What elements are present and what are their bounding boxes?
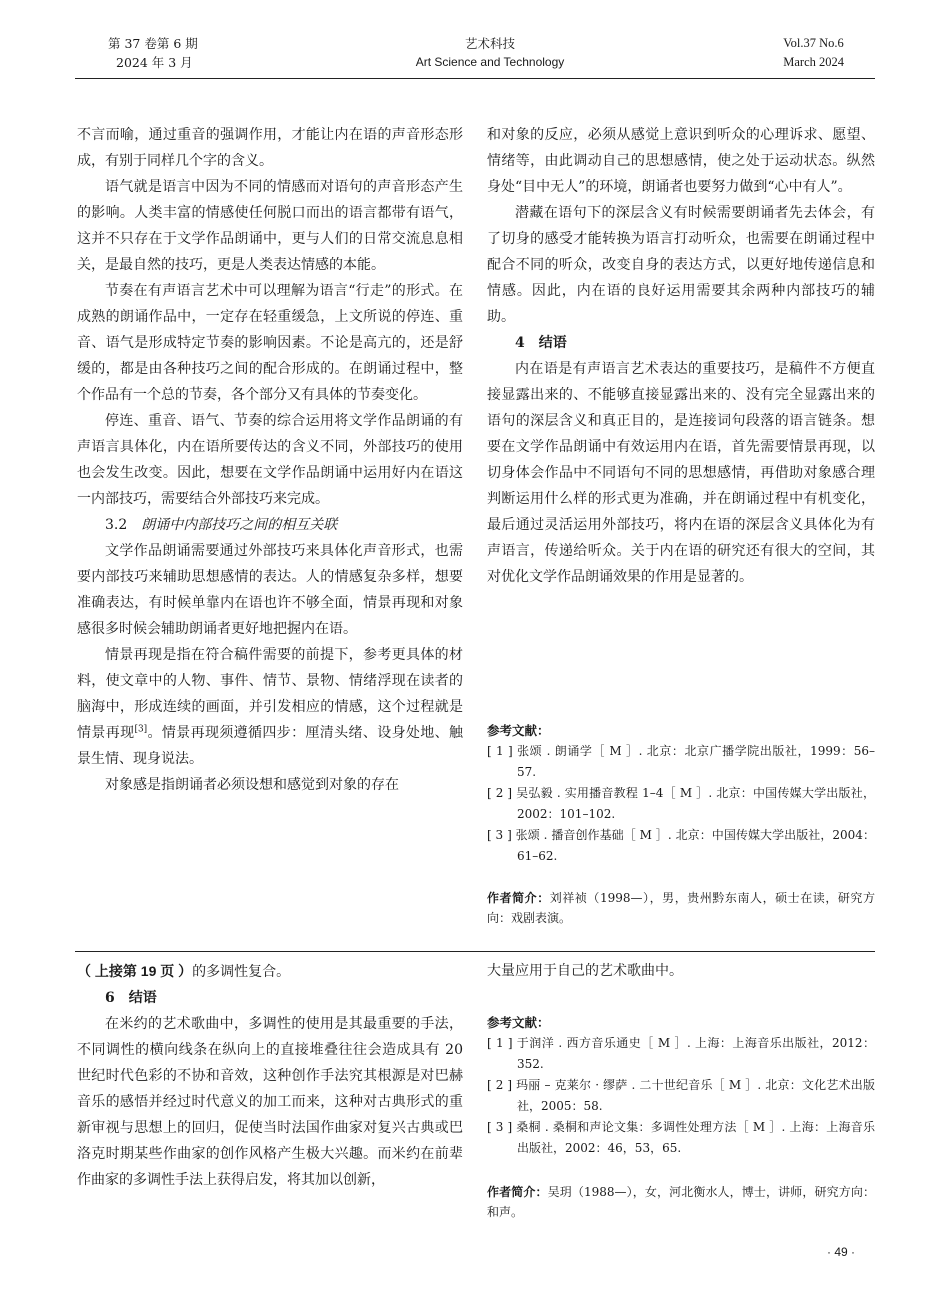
author-label: 作者简介： [487,1185,548,1199]
reference-item: [ 3 ] 桑桐 . 桑桐和声论文集：多调性处理方法［ M ］. 上海：上海音乐出版社，2002：46，53，65. [487,1120,875,1155]
paragraph: 和对象的反应，必须从感觉上意识到听众的心理诉求、愿望、情绪等，由此调动自己的思想感情，使之处于运动状态。纵然身处“目中无人”的环境，朗诵者也要努力做到“心中有人”。 [487,127,875,195]
header-date-en: March 2024 [783,55,844,69]
header-volume-cn [108,34,198,72]
author-text: 吴玥（1988—），女，河北衡水人，博士，讲师，研究方向：和声。 [487,1185,875,1219]
reference-item: [ 1 ] 张颂 . 朗诵学［ M ］. 北京：北京广播学院出版社，1999：56–57. [487,744,875,779]
paragraph: 内在语是有声语言艺术表达的重要技巧，是稿件不方便直接显露出来的、不能够直接显露出来的、没有完全显露出来的语句的深层含义和真正目的，是连接词句段落的语言链条。想要在文学作品朗诵中有效运用内在语，首先需要情景再现，以切身体会作品中不同语句不同的思想感情，再借助对象感合理判断运用什么样的形式更为准确，并在朗诵过程中有机变化，最后通过灵活运用外部技巧，将内在语的深层含义具体化为有声语言，传递给听众。关于内在语的研究还有很大的空间，其对优化文学作品朗诵效果的作用是显著的。 [487,361,875,585]
references-title: 参考文献： [487,1015,550,1030]
paragraph-text: 的多调性复合。 [192,964,291,980]
header-volume-issue: 第 37 卷第 6 期 [108,36,198,51]
author-label: 作者简介： [487,891,550,905]
section-number: 4 [515,335,525,351]
paragraph: 文学作品朗诵需要通过外部技巧来具体化声音形式，也需要内部技巧来辅助思想感情的表达。人的情感复杂多样，想要准确表达，有时候单靠内在语也许不够全面，情景再现和对象感很多时候会辅助朗诵者更好地把握内在语。 [77,543,463,637]
section-title: 结语 [128,990,157,1006]
reference-item: [ 2 ] 吴弘毅 . 实用播音教程 1–4［ M ］. 北京：中国传媒大学出版社，2002：101–102. [487,786,875,821]
header-vol-no: Vol.37 No.6 [783,36,844,50]
continuation-label: （ 上接第 19 页 ） [77,963,193,979]
article1-left-column [77,122,463,798]
section-title: 朗诵中内部技巧之间的相互关联 [141,517,338,533]
section-title: 结语 [538,335,567,351]
paragraph: 停连、重音、语气、节奏的综合运用将文学作品朗诵的有声语言具体化，内在语所要传达的含义不同，外部技巧的使用也会发生改变。因此，想要在文学作品朗诵中运用好内在语这一内部技巧，需要结合外部技巧来完成。 [77,413,463,507]
paragraph-text: 。情景再现须遵循四步：厘清头绪、设身处地、触景生情、现身说法。 [77,725,464,767]
header-date-cn: 2024 年 3 月 [116,55,193,70]
paragraph: 潜藏在语句下的深层含义有时候需要朗诵者先去体会，有了切身的感受才能转换为语言打动听众，也需要在朗诵过程中配合不同的听众，改变自身的表达方式，以更好地传递信息和情感。因此，内在语的良好运用需要其余两种内部技巧的辅助。 [487,205,875,325]
article2-left-column [77,958,463,1193]
paragraph: 对象感是指朗诵者必须设想和感觉到对象的存在 [105,777,399,793]
journal-title-en: Art Science and Technology [415,55,565,69]
header-volume-en [783,34,844,72]
paragraph: 大量应用于自己的艺术歌曲中。 [487,963,683,979]
section-number: 6 [105,990,115,1006]
article-divider [75,951,875,952]
header-rule [75,78,875,79]
paragraph-text: 情景再现是指在符合稿件需要的前提下，参考更具体的材料，使文章中的人物、事件、情节、景物、情绪浮现在读者的脑海中，形成连续的画面，并引发相应的情感，这个过程就是情景再现 [77,647,463,741]
reference-item: [ 2 ] 玛丽 – 克莱尔 · 缪萨 . 二十世纪音乐［ M ］. 北京：文化艺术出版社，2005：58. [487,1078,875,1113]
section-number: 3.2 [105,517,128,533]
article1-right-column [487,122,875,590]
continuation-paragraph [77,958,463,985]
section-heading-3-2 [77,512,463,538]
paragraph: 节奏在有声语言艺术中可以理解为语言“行走”的形式。在成熟的朗诵作品中，一定存在轻重缓急，上文所说的停连、重音、语气是形成特定节奏的影响因素。不论是高亢的，还是舒缓的，都是由各种技巧之间的配合形成的。在朗诵过程中，整个作品有一个总的节奏，各个部分又有具体的节奏变化。 [77,283,463,403]
citation-ref: [3] [134,724,148,735]
header-journal [360,34,620,72]
paragraph: 语气就是语言中因为不同的情感而对语句的声音形态产生的影响。人类丰富的情感使任何脱口而出的语言都带有语气，这并不只存在于文学作品朗诵中，更与人们的日常交流息息相关，是最自然的技巧，更是人类表达情感的本能。 [77,179,463,273]
author-bio [487,888,875,928]
author-text: 刘祥祯（1998—），男，贵州黔东南人，硕士在读，研究方向：戏剧表演。 [487,891,875,925]
paragraph: 在米约的艺术歌曲中，多调性的使用是其最重要的手法，不同调性的横向线条在纵向上的直接堆叠往往会造成具有 20 世纪时代色彩的不协和音效，这种创作手法究其根源是对巴赫音乐的感悟并经过时代意义的加工而来，这种对古典形式的重新审视与思想上的回归，促使当时法国作曲家对复兴古典或巴洛克时期某些作曲家的创作风格产生极大兴趣。而米约在前辈作曲家的多调性手法上获得启发，将其加以创新， [77,1016,463,1188]
section-heading-4 [487,330,875,356]
page-number: · 49 · [826,1245,855,1259]
section-heading-6 [77,985,463,1011]
paragraph [77,642,463,772]
article2-author-note [487,1182,875,1222]
journal-title-cn: 艺术科技 [464,36,515,51]
reference-item: [ 1 ] 于润洋 . 西方音乐通史［ M ］. 上海：上海音乐出版社，2012：352. [487,1036,875,1071]
article2-references [487,1012,875,1159]
reference-item: [ 3 ] 张颂 . 播音创作基础［ M ］. 北京：中国传媒大学出版社，2004：61–62. [487,828,875,863]
author-bio [487,1182,875,1222]
article1-author-note [487,888,875,928]
article2-right-column [487,958,875,984]
paragraph: 不言而喻，通过重音的强调作用，才能让内在语的声音形态形成，有别于同样几个字的含义。 [77,127,463,169]
references-title: 参考文献： [487,723,550,738]
article1-references [487,720,875,867]
